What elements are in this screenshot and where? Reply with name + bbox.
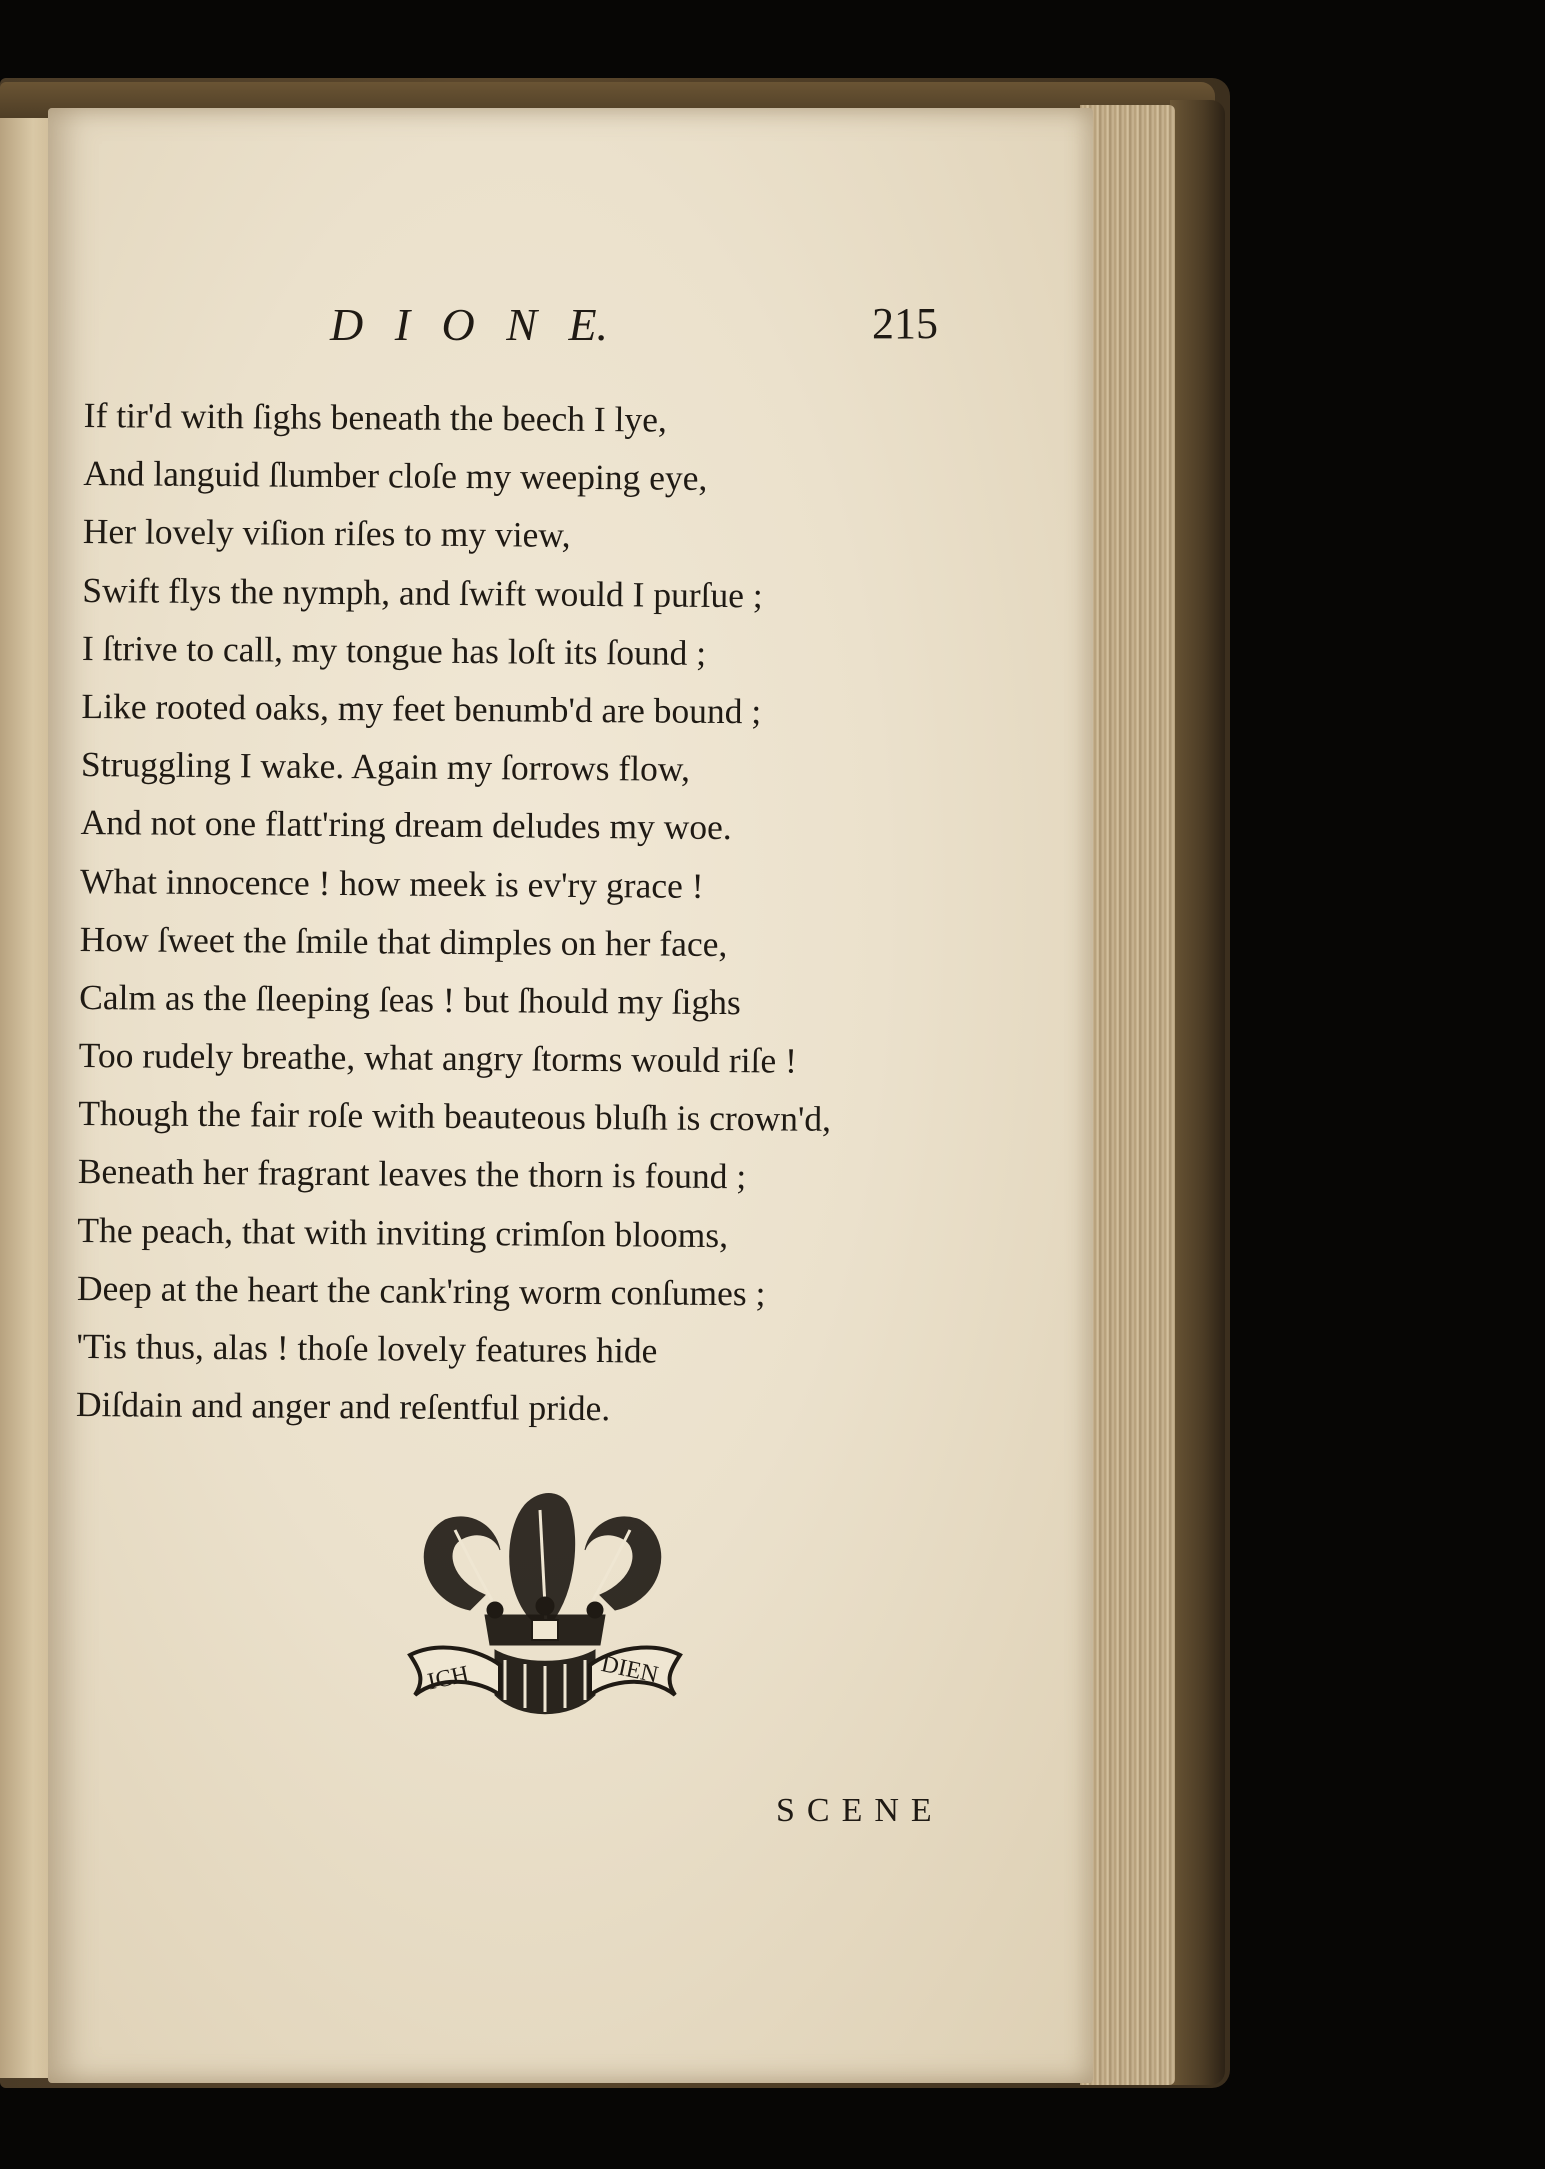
feathers-ornament-icon <box>400 1480 690 1740</box>
verse-line: Struggling I wake. Again my ſorrows flow, <box>80 744 691 789</box>
ornament-motto-right: DIEN <box>598 1651 661 1689</box>
verse-line: I ſtrive to call, my tongue has loſt its ſound ; <box>81 627 707 673</box>
running-head: D I O N E. <box>330 299 609 350</box>
verse-line: If tir'd with ſighs beneath the beech I lye, <box>83 394 668 440</box>
verse-line: The peach, that with inviting crimſon blooms, <box>77 1209 729 1255</box>
verse-line: Though the fair roſe with beauteous bluſh is crown'd, <box>78 1093 832 1140</box>
verse-line: Beneath her fragrant leaves the thorn is found ; <box>77 1151 747 1197</box>
verse-line: Too rudely breathe, what angry ſtorms would riſe ! <box>78 1035 798 1081</box>
verse-line: Swift flys the nymph, and ſwift would I purſue ; <box>82 569 763 615</box>
verse-line: 'Tis thus, alas ! thoſe lovely features hide <box>76 1325 658 1371</box>
verse-line: What innocence ! how meek is ev'ry grace ! <box>79 860 704 906</box>
verse-line: Calm as the ſleeping ſeas ! but ſhould my ſighs <box>79 976 741 1023</box>
verse-line: Deep at the heart the cank'ring worm conſumes ; <box>76 1267 766 1314</box>
binding-fore-edge <box>1170 100 1225 2085</box>
verse-line: Like rooted oaks, my feet benumb'd are bound ; <box>81 685 762 732</box>
page-stack-edge <box>1080 105 1175 2085</box>
ornament-motto-left: ICH <box>425 1661 472 1696</box>
verse-line: And not one flatt'ring dream deludes my woe. <box>80 802 732 848</box>
verse-line: How ſweet the ſmile that dimples on her face, <box>79 918 728 964</box>
verse-block <box>76 386 984 1440</box>
verse-line: Her lovely viſion riſes to my view, <box>82 511 571 556</box>
page-number: 215 <box>872 299 938 348</box>
catchword: SCENE <box>776 1792 944 1829</box>
verse-line: Diſdain and anger and reſentful pride. <box>75 1384 611 1429</box>
verse-line: And languid ſlumber cloſe my weeping eye, <box>83 453 708 499</box>
